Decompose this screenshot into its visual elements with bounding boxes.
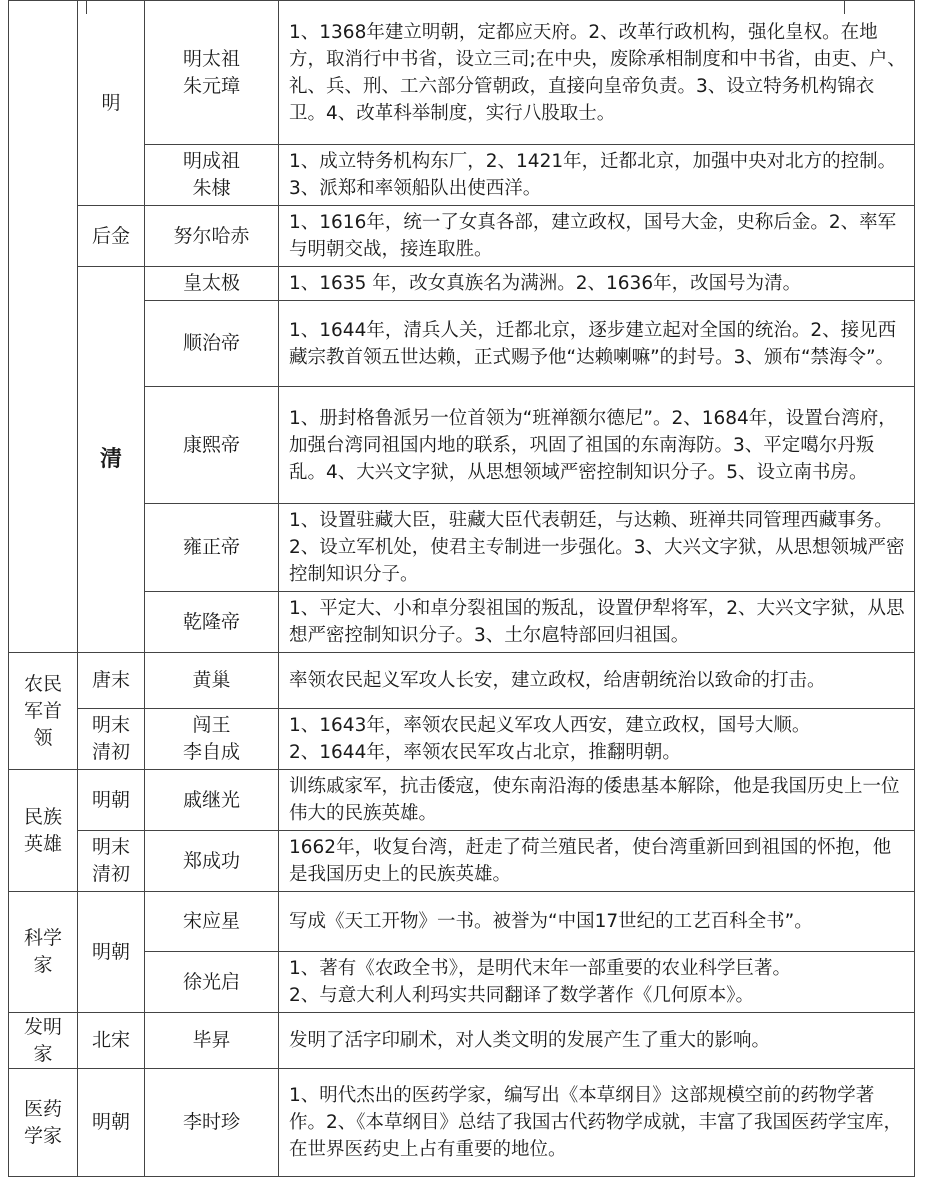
history-figures-table (8, 0, 915, 1177)
table-row (9, 267, 915, 301)
dynasty-cell: 明 (78, 1, 145, 206)
person-cell: 雍正帝 (145, 504, 279, 592)
category-cell: 农民 军首 领 (9, 653, 78, 770)
table-row (9, 952, 915, 1013)
table-row (9, 653, 915, 709)
description-cell: 训练戚家军，抗击倭寇，使东南沿海的倭患基本解除，他是我国历史上一位伟大的民族英雄。 (279, 770, 915, 831)
dynasty-cell: 清 (78, 267, 145, 653)
table-row (9, 1069, 915, 1177)
dynasty-cell: 北宋 (78, 1013, 145, 1069)
category-cell (9, 1, 78, 653)
person-cell: 明成祖 朱棣 (145, 145, 279, 206)
dynasty-cell: 明朝 (78, 770, 145, 831)
description-cell: 1、1616年，统一了女真各部，建立政权，国号大金，史称后金。2、率军与明朝交战，接连取胜。 (279, 206, 915, 267)
person-cell: 皇太极 (145, 267, 279, 301)
dynasty-cell: 明朝 (78, 892, 145, 1013)
table-row (9, 301, 915, 387)
dynasty-cell: 明朝 (78, 1069, 145, 1177)
person-cell: 明太祖 朱元璋 (145, 1, 279, 145)
description-cell: 1、1635 年，改女真族名为满洲。2、1636年，改国号为清。 (279, 267, 915, 301)
person-cell: 黄巢 (145, 653, 279, 709)
table-row (9, 504, 915, 592)
person-cell: 李时珍 (145, 1069, 279, 1177)
description-cell: 1、设置驻藏大臣，驻藏大臣代表朝廷，与达赖、班禅共同管理西藏事务。2、设立军机处，使君主专制进一步强化。3、大兴文字狱，从思想领城严密控制知识分子。 (279, 504, 915, 592)
dynasty-cell: 后金 (78, 206, 145, 267)
table-row (9, 770, 915, 831)
description-cell: 率领农民起义军攻人长安，建立政权，给唐朝统治以致命的打击。 (279, 653, 915, 709)
category-cell: 民族 英雄 (9, 770, 78, 892)
description-cell: 1、成立特务机构东厂，2、1421年，迁都北京，加强中央对北方的控制。3、派郑和率领船队出使西洋。 (279, 145, 915, 206)
description-cell: 1、册封格鲁派另一位首领为“班禅额尔德尼”。2、1684年，设置台湾府，加强台湾同祖国内地的联系，巩固了祖国的东南海防。3、平定噶尔丹叛乱。4、大兴文字狱，从思想领域严密控制知识分子。5、设立南书房。 (279, 387, 915, 504)
description-cell: 1、平定大、小和卓分裂祖国的叛乱，设置伊犁将军，2、大兴文字狱，从思想严密控制知识分子。3、土尔扈特部回归祖国。 (279, 592, 915, 653)
table-row (9, 1, 915, 145)
person-cell: 郑成功 (145, 831, 279, 892)
person-cell: 乾隆帝 (145, 592, 279, 653)
table-row (9, 145, 915, 206)
table-row (9, 592, 915, 653)
dynasty-cell: 明末 清初 (78, 831, 145, 892)
description-cell: 1、著有《农政全书》，是明代末年一部重要的农业科学巨著。 2、与意大利人利玛实共同翻译了数学著作《几何原本》。 (279, 952, 915, 1013)
description-cell: 发明了活字印刷术，对人类文明的发展产生了重大的影响。 (279, 1013, 915, 1069)
person-cell: 努尔哈赤 (145, 206, 279, 267)
person-cell: 毕昇 (145, 1013, 279, 1069)
description-cell: 1、1643年，率领农民起义军攻人西安，建立政权，国号大顺。 2、1644年，率领农民军攻占北京，推翻明朝。 (279, 709, 915, 770)
description-cell: 1662年，收复台湾，赶走了荷兰殖民者，使台湾重新回到祖国的怀抱，他是我国历史上的民族英雄。 (279, 831, 915, 892)
description-cell: 1、1368年建立明朝，定都应天府。2、改革行政机构，强化皇权。在地方，取消行中书省，设立三司;在中央，废除承相制度和中书省，由吏、户、礼、兵、刑、工六部分管朝政，直接向皇帝负责。3、设立特务机构锦衣卫。4、改革科举制度，实行八股取士。 (279, 1, 915, 145)
dynasty-cell: 唐末 (78, 653, 145, 709)
dynasty-cell: 明末 清初 (78, 709, 145, 770)
description-cell: 1、1644年，清兵人关，迁都北京，逐步建立起对全国的统治。2、接见西藏宗教首领五世达赖，正式赐予他“达赖喇嘛”的封号。3、颁布“禁海令”。 (279, 301, 915, 387)
table-row (9, 1013, 915, 1069)
table-row (9, 387, 915, 504)
description-cell: 1、明代杰出的医药学家，编写出《本草纲目》这部规模空前的药物学著作。2、《本草纲目》总结了我国古代药物学成就，丰富了我国医药学宝库，在世界医药史上占有重要的地位。 (279, 1069, 915, 1177)
table-row (9, 892, 915, 952)
table-row (9, 709, 915, 770)
person-cell: 康熙帝 (145, 387, 279, 504)
person-cell: 顺治帝 (145, 301, 279, 387)
table-row (9, 831, 915, 892)
person-cell: 徐光启 (145, 952, 279, 1013)
description-cell: 写成《天工开物》一书。被誉为“中国17世纪的工艺百科全书”。 (279, 892, 915, 952)
person-cell: 宋应星 (145, 892, 279, 952)
table-row (9, 206, 915, 267)
category-cell: 发明 家 (9, 1013, 78, 1069)
person-cell: 戚继光 (145, 770, 279, 831)
category-cell: 医药 学家 (9, 1069, 78, 1177)
person-cell: 闯王 李自成 (145, 709, 279, 770)
category-cell: 科学 家 (9, 892, 78, 1013)
